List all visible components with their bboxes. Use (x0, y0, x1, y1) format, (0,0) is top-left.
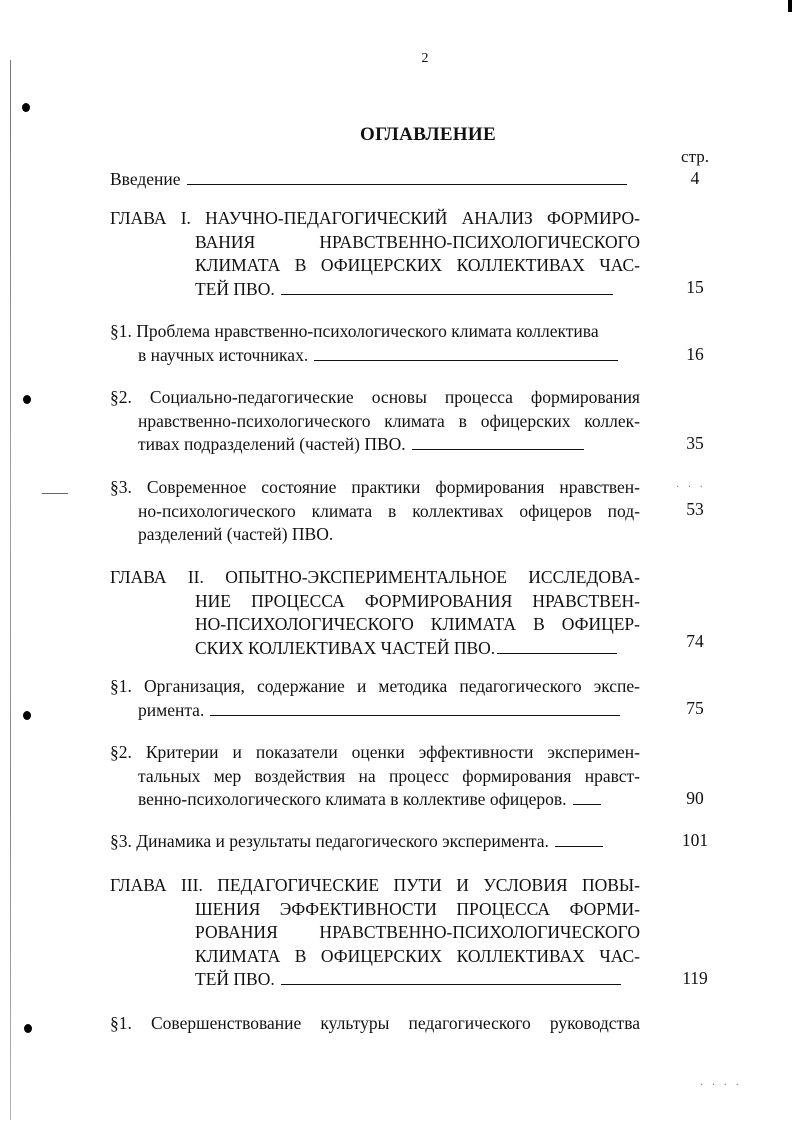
toc-entry-line: ГЛАВА I. НАУЧНО-ПЕДАГОГИЧЕСКИЙ АНАЛИЗ ФОРМИРО- (110, 208, 640, 228)
toc-page-number: 16 (686, 344, 704, 364)
toc-page-number: 74 (686, 631, 704, 651)
toc-page-number: 119 (682, 968, 708, 988)
dot-leader (210, 714, 620, 716)
toc-entry-line: §3. Современное состояние практики формирования нравствен- (110, 477, 640, 497)
toc-entry-section-2-2 (110, 741, 640, 812)
page-column-header: стр. (681, 147, 709, 166)
toc-page-number: 15 (686, 277, 704, 297)
toc-page-number: 53 (686, 499, 704, 519)
toc-entry-line: нравственно-психологического климата в офицерских коллек- (138, 410, 640, 431)
toc-entry-line: ГЛАВА II. ОПЫТНО-ЭКСПЕРИМЕНТАЛЬНОЕ ИССЛЕДОВА- (110, 567, 640, 587)
toc-page-number: 90 (686, 788, 704, 808)
toc-page-number: 75 (686, 698, 704, 718)
dot-leader (314, 359, 618, 361)
toc-entry-line: но-психологического климата в коллективах офицеров под- (138, 500, 640, 521)
toc-entry-section-1-1 (110, 320, 640, 367)
toc-entry-line: ТЕЙ ПВО. (195, 969, 275, 989)
toc-entry-chapter-2 (110, 566, 640, 660)
toc-entry-text: Введение (110, 169, 181, 189)
dot-leader (187, 183, 627, 185)
dot-leader (497, 652, 617, 654)
toc-entry-line: в научных источниках. (138, 344, 309, 365)
scan-left-edge (10, 60, 11, 1120)
toc-entry-line: СКИХ КОЛЛЕКТИВАХ ЧАСТЕЙ ПВО. (195, 637, 496, 658)
scan-noise: · · · · (700, 1080, 742, 1091)
page-number: 2 (421, 51, 429, 66)
toc-entry-line: §1. Организация, содержание и методика педагогического экспе- (110, 676, 640, 696)
toc-entry-line: §1. Совершенствование культуры педагогического руководства (110, 1013, 640, 1033)
toc-entry-chapter-1 (110, 207, 640, 301)
punch-hole-mark (22, 103, 30, 112)
toc-entry-line: тивах подразделений (частей) ПВО. (138, 434, 406, 454)
toc-entry-line: разделений (частей) ПВО. (138, 524, 334, 544)
toc-entry-line: §2. Критерии и показатели оценки эффективности эксперимен- (110, 742, 640, 762)
punch-hole-mark (23, 395, 31, 404)
toc-entry-line: ШЕНИЯ ЭФФЕКТИВНОСТИ ПРОЦЕССА ФОРМИ- (195, 898, 640, 919)
dot-leader (281, 983, 621, 985)
punch-hole-mark (23, 711, 31, 720)
toc-entry-section-1-3 (110, 476, 640, 547)
toc-page-number: 101 (681, 830, 709, 850)
toc-entry-line: §3. Динамика и результаты педагогического эксперимента. (110, 831, 549, 851)
toc-entry-line: ТЕЙ ПВО. (195, 278, 275, 299)
toc-entry-chapter-3 (110, 874, 640, 992)
toc-entry-line: НО-ПСИХОЛОГИЧЕСКОГО КЛИМАТА В ОФИЦЕР- (195, 614, 640, 634)
toc-entry-line: ГЛАВА III. ПЕДАГОГИЧЕСКИЕ ПУТИ И УСЛОВИЯ ПОВЫ- (110, 875, 640, 895)
toc-entry-line: ВАНИЯ НРАВСТВЕННО-ПСИХОЛОГИЧЕСКОГО (195, 231, 640, 252)
toc-entry-line: §1. Проблема нравственно-психологического климата коллектива (110, 321, 599, 341)
toc-entry-line: РОВАНИЯ НРАВСТВЕННО-ПСИХОЛОГИЧЕСКОГО (195, 922, 640, 942)
toc-entry-line: НИЕ ПРОЦЕССА ФОРМИРОВАНИЯ НРАВСТВЕН- (195, 590, 640, 611)
dot-leader (412, 448, 584, 450)
toc-entry-line: тальных мер воздействия на процесс формирования нравст- (138, 765, 640, 786)
dot-leader (555, 845, 603, 847)
toc-entry-section-1-2 (110, 386, 640, 457)
toc-entry-section-2-3 (110, 830, 640, 854)
toc-entry-line: венно-психологического климата в коллективе офицеров. (138, 789, 567, 809)
dot-leader (281, 293, 613, 295)
scan-speck (42, 493, 68, 494)
toc-entry-line: римента. (138, 699, 205, 720)
punch-hole-mark (24, 1024, 32, 1033)
scan-corner-mark (788, 0, 792, 12)
toc-page-number: 35 (686, 433, 704, 453)
toc-entry-line: §2. Социально-педагогические основы процесса формирования (110, 387, 640, 407)
toc-entry-introduction (110, 168, 660, 192)
toc-entry-line: КЛИМАТА В ОФИЦЕРСКИХ КОЛЛЕКТИВАХ ЧАС- (195, 945, 640, 966)
page-title: ОГЛАВЛЕНИЕ (360, 124, 496, 145)
toc-entry-line: КЛИМАТА В ОФИЦЕРСКИХ КОЛЛЕКТИВАХ ЧАС- (195, 255, 640, 275)
toc-entry-section-2-1 (110, 675, 640, 722)
dot-leader (573, 803, 601, 805)
toc-entry-section-3-1 (110, 1012, 640, 1036)
scan-noise: · · · (676, 482, 706, 493)
toc-page-number: 4 (690, 168, 700, 188)
